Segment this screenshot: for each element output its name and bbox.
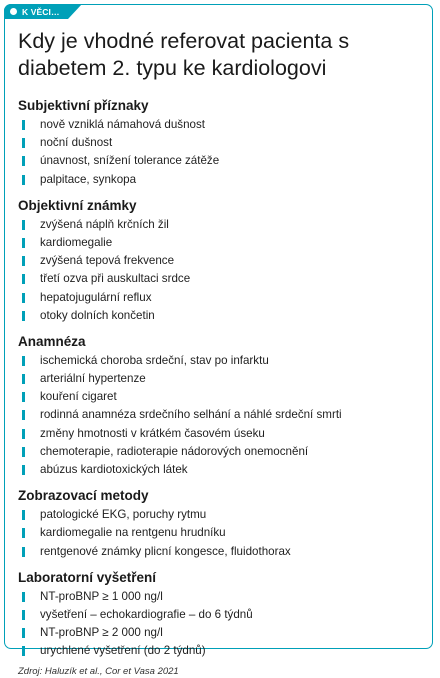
list-item-text: patologické EKG, poruchy rytmu bbox=[40, 508, 207, 522]
list-item bbox=[18, 307, 423, 325]
list-item bbox=[18, 461, 423, 479]
section-heading: Objektivní známky bbox=[18, 197, 137, 213]
section-objective-signs bbox=[18, 196, 423, 325]
bullet-bar-icon bbox=[22, 610, 25, 620]
section-heading: Subjektivní příznaky bbox=[18, 98, 149, 113]
list-item-text: otoky dolních končetin bbox=[40, 308, 155, 322]
bullet-bar-icon bbox=[22, 156, 25, 166]
bullet-bar-icon bbox=[22, 510, 25, 520]
list-item-text: zvýšená tepová frekvence bbox=[40, 254, 175, 268]
list-item-text: nově vzniklá námahová dušnost bbox=[40, 118, 205, 131]
list-item-text: ischemická choroba srdeční, stav po infarktu bbox=[40, 353, 269, 367]
list-item bbox=[18, 425, 423, 443]
list-item-text: kardiomegalie na rentgenu hrudníku bbox=[40, 526, 226, 540]
info-box bbox=[4, 4, 433, 677]
list-item bbox=[18, 289, 423, 307]
section-tag bbox=[4, 4, 68, 19]
item-list bbox=[18, 352, 423, 479]
list-item-text: kouření cigaret bbox=[40, 390, 117, 404]
section-heading: Zobrazovací metody bbox=[18, 488, 149, 504]
list-item-text: únavnost, snížení tolerance zátěže bbox=[40, 154, 220, 168]
list-item-text: palpitace, synkopa bbox=[40, 172, 137, 186]
list-item-text: chemoterapie, radioterapie nádorových onemocnění bbox=[40, 444, 309, 458]
bullet-bar-icon bbox=[22, 447, 25, 457]
list-item-text: vyšetření – echokardiografie – do 6 týdnů bbox=[40, 607, 253, 621]
section-imaging bbox=[18, 486, 423, 561]
item-list bbox=[18, 116, 423, 189]
circle-icon bbox=[10, 8, 17, 15]
bullet-bar-icon bbox=[22, 120, 25, 130]
list-item-text: rentgenové známky plicní kongesce, fluidothorax bbox=[40, 544, 291, 558]
list-item-text: NT-proBNP ≥ 2 000 ng/l bbox=[40, 626, 163, 640]
bullet-bar-icon bbox=[22, 220, 25, 230]
bullet-bar-icon bbox=[22, 356, 25, 366]
item-list bbox=[18, 216, 423, 325]
list-item bbox=[18, 252, 423, 270]
list-item-text: třetí ozva při auskultaci srdce bbox=[40, 272, 191, 286]
list-item-text: zvýšená náplň krčních žil bbox=[40, 217, 169, 231]
section-tag-label: K VĚCI… bbox=[22, 6, 60, 17]
list-item bbox=[18, 234, 423, 252]
list-item bbox=[18, 171, 423, 189]
bullet-bar-icon bbox=[22, 238, 25, 248]
list-item bbox=[18, 270, 423, 288]
list-item-text: změny hmotnosti v krátkém časovém úseku bbox=[40, 426, 265, 440]
source-note: Zdroj: Haluzík et al., Cor et Vasa 2021 bbox=[18, 665, 179, 677]
list-item-text: arteriální hypertenze bbox=[40, 372, 146, 386]
bullet-bar-icon bbox=[22, 392, 25, 402]
bullet-bar-icon bbox=[22, 138, 25, 148]
bullet-bar-icon bbox=[22, 274, 25, 284]
list-item bbox=[18, 134, 423, 152]
list-item bbox=[18, 543, 423, 561]
list-item-text: NT-proBNP ≥ 1 000 ng/l bbox=[40, 589, 163, 603]
box-title: Kdy je vhodné referovat pacienta s diabetem 2. typu ke kardiologovi bbox=[18, 29, 350, 80]
list-item bbox=[18, 116, 423, 134]
bullet-bar-icon bbox=[22, 311, 25, 321]
bullet-bar-icon bbox=[22, 465, 25, 475]
list-item bbox=[18, 642, 423, 660]
bullet-bar-icon bbox=[22, 528, 25, 538]
bullet-bar-icon bbox=[22, 410, 25, 420]
list-item bbox=[18, 443, 423, 461]
section-heading: Laboratorní vyšetření bbox=[18, 569, 157, 585]
list-item-text: hepatojugulární reflux bbox=[40, 290, 152, 304]
list-item bbox=[18, 352, 423, 370]
bullet-bar-icon bbox=[22, 547, 25, 557]
list-item-text: rodinná anamnéza srdečního selhání a náhlé srdeční smrti bbox=[40, 408, 342, 422]
list-item bbox=[18, 406, 423, 424]
section-subjective-symptoms bbox=[18, 96, 423, 189]
section-heading: Anamnéza bbox=[18, 333, 86, 349]
bullet-bar-icon bbox=[22, 628, 25, 638]
bullet-bar-icon bbox=[22, 374, 25, 384]
list-item-text: noční dušnost bbox=[40, 136, 113, 150]
section-laboratory bbox=[18, 568, 423, 661]
bullet-bar-icon bbox=[22, 293, 25, 303]
bullet-bar-icon bbox=[22, 256, 25, 266]
list-item-text: abúzus kardiotoxických látek bbox=[40, 463, 188, 476]
list-item bbox=[18, 624, 423, 642]
box-content bbox=[18, 96, 423, 678]
list-item bbox=[18, 152, 423, 170]
bullet-bar-icon bbox=[22, 175, 25, 185]
bullet-bar-icon bbox=[22, 592, 25, 602]
list-item bbox=[18, 524, 423, 542]
item-list bbox=[18, 588, 423, 661]
bullet-bar-icon bbox=[22, 429, 25, 439]
list-item bbox=[18, 606, 423, 624]
section-history bbox=[18, 332, 423, 479]
list-item bbox=[18, 370, 423, 388]
list-item bbox=[18, 506, 423, 524]
list-item bbox=[18, 388, 423, 406]
list-item-text: kardiomegalie bbox=[40, 235, 113, 249]
item-list bbox=[18, 506, 423, 561]
list-item-text: urychlené vyšetření (do 2 týdnů) bbox=[40, 644, 206, 658]
list-item bbox=[18, 216, 423, 234]
list-item bbox=[18, 588, 423, 606]
